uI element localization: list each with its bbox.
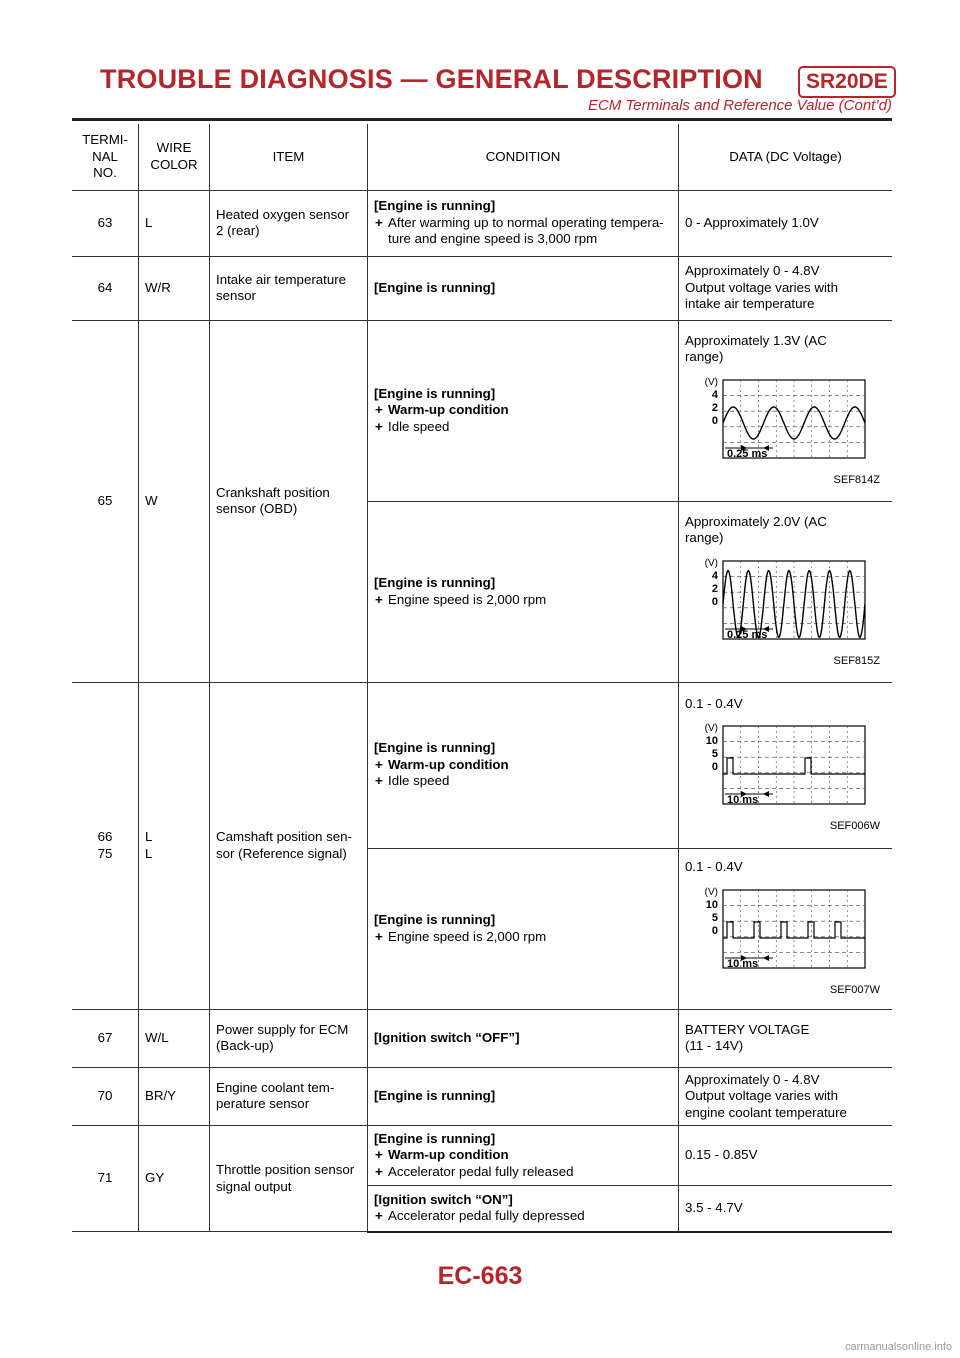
terminal-no: 64 — [72, 256, 139, 320]
page-title: TROUBLE DIAGNOSIS — GENERAL DESCRIPTION — [100, 64, 763, 94]
page-subtitle: ECM Terminals and Reference Value (Cont’d) — [587, 97, 892, 114]
table-row — [72, 256, 892, 320]
data-cell: 0 - Approximately 1.0V — [679, 190, 893, 256]
condition-cell: [Engine is running] + Warm-up condition + Idle speed — [368, 320, 679, 501]
figure-code: SEF006W — [829, 820, 880, 832]
scope-unit-label: (V) — [704, 557, 718, 569]
item-cell: Power supply for ECM (Back-up) — [210, 1009, 368, 1067]
wire-color: GY — [139, 1126, 210, 1232]
condition-bullet: + After warming up to normal operating tempera- ture and engine speed is 3,000 rpm — [374, 215, 672, 248]
figure-code: SEF814Z — [833, 473, 880, 486]
pulse-wave-scope — [685, 882, 875, 980]
item-cell: Throttle position sensor signal output — [210, 1126, 368, 1232]
wire-color: W/L — [139, 1009, 210, 1067]
table-header-row — [72, 124, 892, 190]
data-cell: Approximately 0 - 4.8V Output voltage varies with intake air temperature — [679, 256, 893, 320]
data-cell: Approximately 2.0V (AC range) (V) 4 2 0 0.25 ms SEF815Z — [679, 501, 893, 682]
scope-tick-label: 4 — [711, 388, 718, 401]
item-cell: Crankshaft position sensor (OBD) — [210, 320, 368, 682]
condition-bullet: + Engine speed is 2,000 rpm — [374, 929, 672, 946]
sine-wave-scope — [685, 372, 875, 470]
wire-color: W — [139, 320, 210, 682]
data-cell: Approximately 0 - 4.8V Output voltage varies with engine coolant temperature — [679, 1067, 893, 1126]
scope-time-label: 10 ms — [727, 794, 759, 806]
scope-time-label: 0.25 ms — [727, 447, 768, 460]
table-row — [72, 1009, 892, 1067]
condition-cell: [Ignition switch “ON”] + Accelerator pedal fully depressed — [368, 1186, 679, 1232]
wire-color: L — [139, 190, 210, 256]
oscilloscope-figure — [685, 882, 886, 980]
terminal-no: 71 — [72, 1126, 139, 1232]
wire-color: W/R — [139, 256, 210, 320]
wire-color: L L — [139, 682, 210, 1009]
terminal-no: 66 75 — [72, 682, 139, 1009]
scope-tick-label: 4 — [711, 569, 718, 582]
scope-tick-label: 0 — [711, 595, 718, 608]
scope-time-label: 0.25 ms — [727, 628, 768, 641]
condition-bullet: + Idle speed — [374, 773, 672, 790]
data-cell: 3.5 - 4.7V — [679, 1186, 893, 1232]
table-row — [72, 1126, 892, 1186]
col-condition: CONDITION — [368, 124, 679, 190]
data-cell: 0.1 - 0.4V (V) 10 5 0 10 ms SEF007W — [679, 848, 893, 1009]
scope-unit-label: (V) — [704, 723, 718, 734]
page-header — [72, 62, 892, 118]
scope-time-arrow — [763, 791, 769, 797]
oscilloscope-figure — [685, 718, 886, 816]
condition-bullet: + Engine speed is 2,000 rpm — [374, 592, 672, 609]
condition-bullet: + Warm-up condition — [374, 757, 672, 774]
ecm-terminal-table — [72, 124, 892, 1233]
scope-tick-label: 10 — [705, 898, 718, 911]
table-row — [72, 682, 892, 848]
condition-cell: [Engine is running] + Engine speed is 2,000 rpm — [368, 848, 679, 1009]
page-number: EC-663 — [437, 1262, 523, 1290]
table-row — [72, 190, 892, 256]
scope-tick-label: 2 — [711, 401, 718, 414]
item-cell: Engine coolant tem- perature sensor — [210, 1067, 368, 1126]
data-cell: 0.1 - 0.4V (V) 10 5 0 10 ms SEF006W — [679, 682, 893, 848]
terminal-no: 63 — [72, 190, 139, 256]
item-cell: Intake air temperature sensor — [210, 256, 368, 320]
condition-bullet: + Warm-up condition — [374, 1147, 672, 1164]
condition-cell: [Engine is running] + Engine speed is 2,000 rpm — [368, 501, 679, 682]
scope-tick-label: 0 — [711, 414, 718, 427]
condition-bullet: + Warm-up condition — [374, 402, 672, 419]
scope-unit-label: (V) — [704, 376, 718, 388]
scope-tick-label: 5 — [711, 748, 718, 760]
figure-code: SEF007W — [829, 983, 880, 996]
condition-cell: [Engine is running] + After warming up to normal operating tempera- ture and engine speed is 3,000 rpm — [368, 190, 679, 256]
col-wire-color: WIRE COLOR — [139, 124, 210, 190]
oscilloscope-figure — [685, 372, 886, 470]
header-rule — [72, 118, 892, 121]
scope-time-label: 10 ms — [727, 957, 759, 970]
scope-tick-label: 0 — [711, 924, 718, 937]
condition-cell: [Engine is running] + Warm-up condition + Accelerator pedal fully released — [368, 1126, 679, 1186]
condition-cell: [Engine is running] — [368, 256, 679, 320]
terminal-no: 70 — [72, 1067, 139, 1126]
data-cell: BATTERY VOLTAGE (11 - 14V) — [679, 1009, 893, 1067]
condition-cell: [Ignition switch “OFF”] — [368, 1009, 679, 1067]
oscilloscope-figure — [685, 553, 886, 651]
condition-bullet: + Accelerator pedal fully depressed — [374, 1208, 672, 1225]
col-terminal: TERMI- NAL NO. — [72, 124, 139, 190]
terminal-no: 65 — [72, 320, 139, 682]
col-data: DATA (DC Voltage) — [679, 124, 893, 190]
table-row — [72, 320, 892, 501]
condition-cell: [Engine is running] + Warm-up condition + Idle speed — [368, 682, 679, 848]
scope-tick-label: 0 — [711, 761, 718, 773]
condition-bullet: + Idle speed — [374, 419, 672, 436]
scope-tick-label: 10 — [705, 735, 718, 747]
data-cell: 0.15 - 0.85V — [679, 1126, 893, 1186]
data-cell: Approximately 1.3V (AC range) (V) 4 2 0 0.25 ms SEF814Z — [679, 320, 893, 501]
scope-time-arrow — [763, 955, 769, 961]
condition-bullet: + Accelerator pedal fully released — [374, 1164, 672, 1181]
col-item: ITEM — [210, 124, 368, 190]
scope-tick-label: 2 — [711, 582, 718, 595]
sine-wave-scope — [685, 553, 875, 651]
wire-color: BR/Y — [139, 1067, 210, 1126]
scope-tick-label: 5 — [711, 911, 718, 924]
watermark: carmanualsonline.info — [844, 1341, 952, 1353]
table-row — [72, 1067, 892, 1126]
figure-code: SEF815Z — [833, 654, 880, 667]
condition-cell: [Engine is running] — [368, 1067, 679, 1126]
item-cell: Heated oxygen sensor 2 (rear) — [210, 190, 368, 256]
item-cell: Camshaft position sen- sor (Reference signal) — [210, 682, 368, 1009]
terminal-no: 67 — [72, 1009, 139, 1067]
engine-badge: SR20DE — [798, 66, 896, 98]
pulse-wave-scope — [685, 718, 875, 816]
scope-unit-label: (V) — [704, 886, 718, 898]
